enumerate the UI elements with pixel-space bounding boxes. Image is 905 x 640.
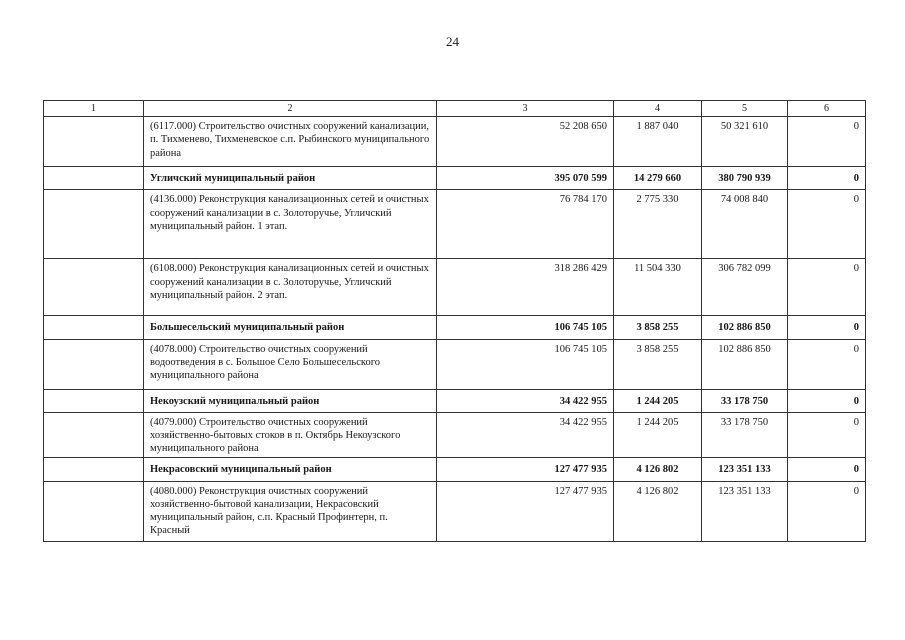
row-value-col4: 1 244 205 <box>614 389 702 412</box>
row-value-col6: 0 <box>788 412 866 458</box>
row-value-col4: 2 775 330 <box>614 190 702 259</box>
district-row <box>44 389 866 412</box>
row-name: (4080.000) Реконструкция очистных сооружений хозяйственно-бытовой канализации, Некрасовский муниципальный район, с.п. Красный Профинтерн, п. Красный <box>144 481 437 541</box>
row-value-col3: 34 422 955 <box>437 412 614 458</box>
row-name: (4136.000) Реконструкция канализационных сетей и очистных сооружений канализации в с. Золоторучье, Угличский муниципальный район. 1 этап. <box>144 190 437 259</box>
row-value-col5: 306 782 099 <box>702 259 788 316</box>
row-code <box>44 389 144 412</box>
table-header-row <box>44 101 866 117</box>
row-value-col4: 3 858 255 <box>614 339 702 389</box>
table-row <box>44 339 866 389</box>
table-row <box>44 117 866 167</box>
budget-table <box>43 100 866 542</box>
row-value-col3: 318 286 429 <box>437 259 614 316</box>
row-value-col5: 123 351 133 <box>702 458 788 481</box>
table-row <box>44 259 866 316</box>
row-code <box>44 316 144 339</box>
row-value-col6: 0 <box>788 117 866 167</box>
row-value-col5: 102 886 850 <box>702 316 788 339</box>
row-code <box>44 259 144 316</box>
district-row <box>44 458 866 481</box>
row-value-col5: 123 351 133 <box>702 481 788 541</box>
row-value-col6: 0 <box>788 190 866 259</box>
district-row <box>44 167 866 190</box>
page-number: 24 <box>446 34 459 49</box>
table-row <box>44 481 866 541</box>
row-value-col3: 127 477 935 <box>437 458 614 481</box>
row-code <box>44 339 144 389</box>
row-value-col3: 127 477 935 <box>437 481 614 541</box>
table-row <box>44 190 866 259</box>
column-header: 5 <box>702 101 788 117</box>
row-value-col6: 0 <box>788 458 866 481</box>
row-value-col5: 102 886 850 <box>702 339 788 389</box>
row-value-col4: 1 244 205 <box>614 412 702 458</box>
district-name: Некрасовский муниципальный район <box>144 458 437 481</box>
row-code <box>44 412 144 458</box>
row-value-col6: 0 <box>788 259 866 316</box>
row-code <box>44 167 144 190</box>
row-code <box>44 190 144 259</box>
row-value-col5: 33 178 750 <box>702 389 788 412</box>
row-value-col3: 76 784 170 <box>437 190 614 259</box>
row-value-col5: 74 008 840 <box>702 190 788 259</box>
row-code <box>44 481 144 541</box>
column-header: 4 <box>614 101 702 117</box>
row-value-col5: 380 790 939 <box>702 167 788 190</box>
row-name: (6117.000) Строительство очистных сооружений канализации, п. Тихменево, Тихменевское с.п. Рыбинского муниципального района <box>144 117 437 167</box>
row-name: (4079.000) Строительство очистных сооружений хозяйственно-бытовых стоков в п. Октябрь Некоузского муниципального района <box>144 412 437 458</box>
row-value-col4: 3 858 255 <box>614 316 702 339</box>
row-value-col3: 52 208 650 <box>437 117 614 167</box>
row-name: (6108.000) Реконструкция канализационных сетей и очистных сооружений канализации в с. Золоторучье, Угличский муниципальный район. 2 этап. <box>144 259 437 316</box>
column-header: 1 <box>44 101 144 117</box>
district-row <box>44 316 866 339</box>
row-name: (4078.000) Строительство очистных сооружений водоотведения в с. Большое Село Большесельского муниципального района <box>144 339 437 389</box>
row-value-col6: 0 <box>788 316 866 339</box>
row-value-col4: 1 887 040 <box>614 117 702 167</box>
row-code <box>44 458 144 481</box>
column-header: 6 <box>788 101 866 117</box>
row-value-col3: 106 745 105 <box>437 339 614 389</box>
row-value-col6: 0 <box>788 339 866 389</box>
row-value-col5: 33 178 750 <box>702 412 788 458</box>
row-value-col4: 14 279 660 <box>614 167 702 190</box>
district-name: Некоузский муниципальный район <box>144 389 437 412</box>
row-value-col6: 0 <box>788 481 866 541</box>
row-value-col4: 4 126 802 <box>614 481 702 541</box>
row-value-col3: 106 745 105 <box>437 316 614 339</box>
row-value-col6: 0 <box>788 389 866 412</box>
district-name: Большесельский муниципальный район <box>144 316 437 339</box>
row-value-col3: 34 422 955 <box>437 389 614 412</box>
row-value-col4: 4 126 802 <box>614 458 702 481</box>
column-header: 3 <box>437 101 614 117</box>
table-row <box>44 412 866 458</box>
row-value-col4: 11 504 330 <box>614 259 702 316</box>
row-value-col6: 0 <box>788 167 866 190</box>
row-value-col5: 50 321 610 <box>702 117 788 167</box>
column-header: 2 <box>144 101 437 117</box>
row-code <box>44 117 144 167</box>
row-value-col3: 395 070 599 <box>437 167 614 190</box>
district-name: Угличский муниципальный район <box>144 167 437 190</box>
